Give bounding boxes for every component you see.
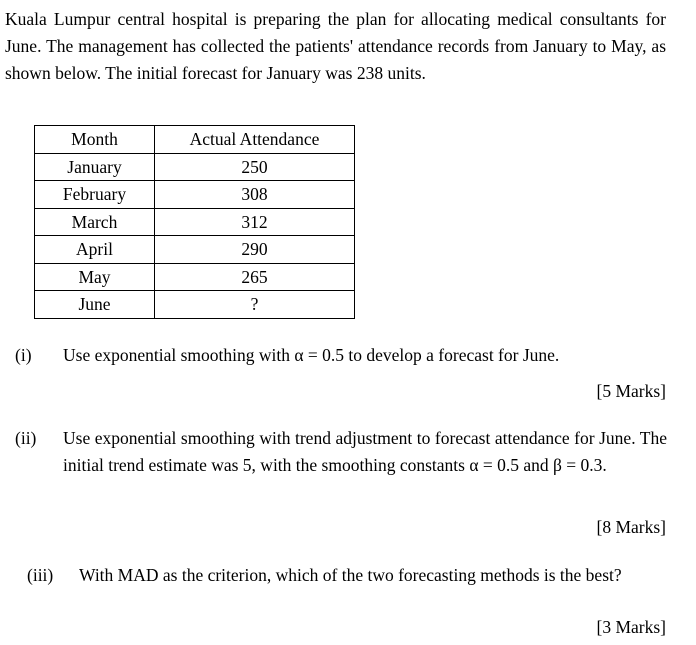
marks-iii: [3 Marks] xyxy=(596,617,666,637)
table-row xyxy=(35,291,355,319)
header-month: Month xyxy=(35,126,155,154)
question-text: Use exponential smoothing with trend adjustment to forecast attendance for June. The initial trend estimate was 5, with the smoothing constants α = 0.5 and β = 0.3. xyxy=(63,428,667,475)
intro-paragraph: Kuala Lumpur central hospital is preparing the plan for allocating medical consultants for June. The management has collected the patients' attendance records from January to May, as shown below. The initial forecast for January was 238 units. xyxy=(5,9,666,83)
table-header-row xyxy=(35,126,355,154)
month-cell: June xyxy=(35,291,155,319)
attendance-cell: 290 xyxy=(155,236,355,264)
attendance-cell: 265 xyxy=(155,263,355,291)
table-row xyxy=(35,263,355,291)
attendance-cell: 308 xyxy=(155,181,355,209)
question-label: (ii) xyxy=(15,428,37,448)
attendance-table xyxy=(34,125,355,319)
table-row xyxy=(35,153,355,181)
month-cell: May xyxy=(35,263,155,291)
month-cell: January xyxy=(35,153,155,181)
table-row xyxy=(35,208,355,236)
marks-ii: [8 Marks] xyxy=(596,517,666,537)
attendance-cell: ? xyxy=(155,291,355,319)
attendance-cell: 312 xyxy=(155,208,355,236)
month-cell: April xyxy=(35,236,155,264)
header-attendance: Actual Attendance xyxy=(155,126,355,154)
attendance-cell: 250 xyxy=(155,153,355,181)
marks-i: [5 Marks] xyxy=(596,381,666,401)
table-row xyxy=(35,181,355,209)
month-cell: March xyxy=(35,208,155,236)
question-text: With MAD as the criterion, which of the two forecasting methods is the best? xyxy=(79,565,622,585)
question-label: (i) xyxy=(15,345,32,365)
question-label: (iii) xyxy=(27,565,54,585)
table-row xyxy=(35,236,355,264)
month-cell: February xyxy=(35,181,155,209)
question-text: Use exponential smoothing with α = 0.5 to develop a forecast for June. xyxy=(63,345,560,365)
